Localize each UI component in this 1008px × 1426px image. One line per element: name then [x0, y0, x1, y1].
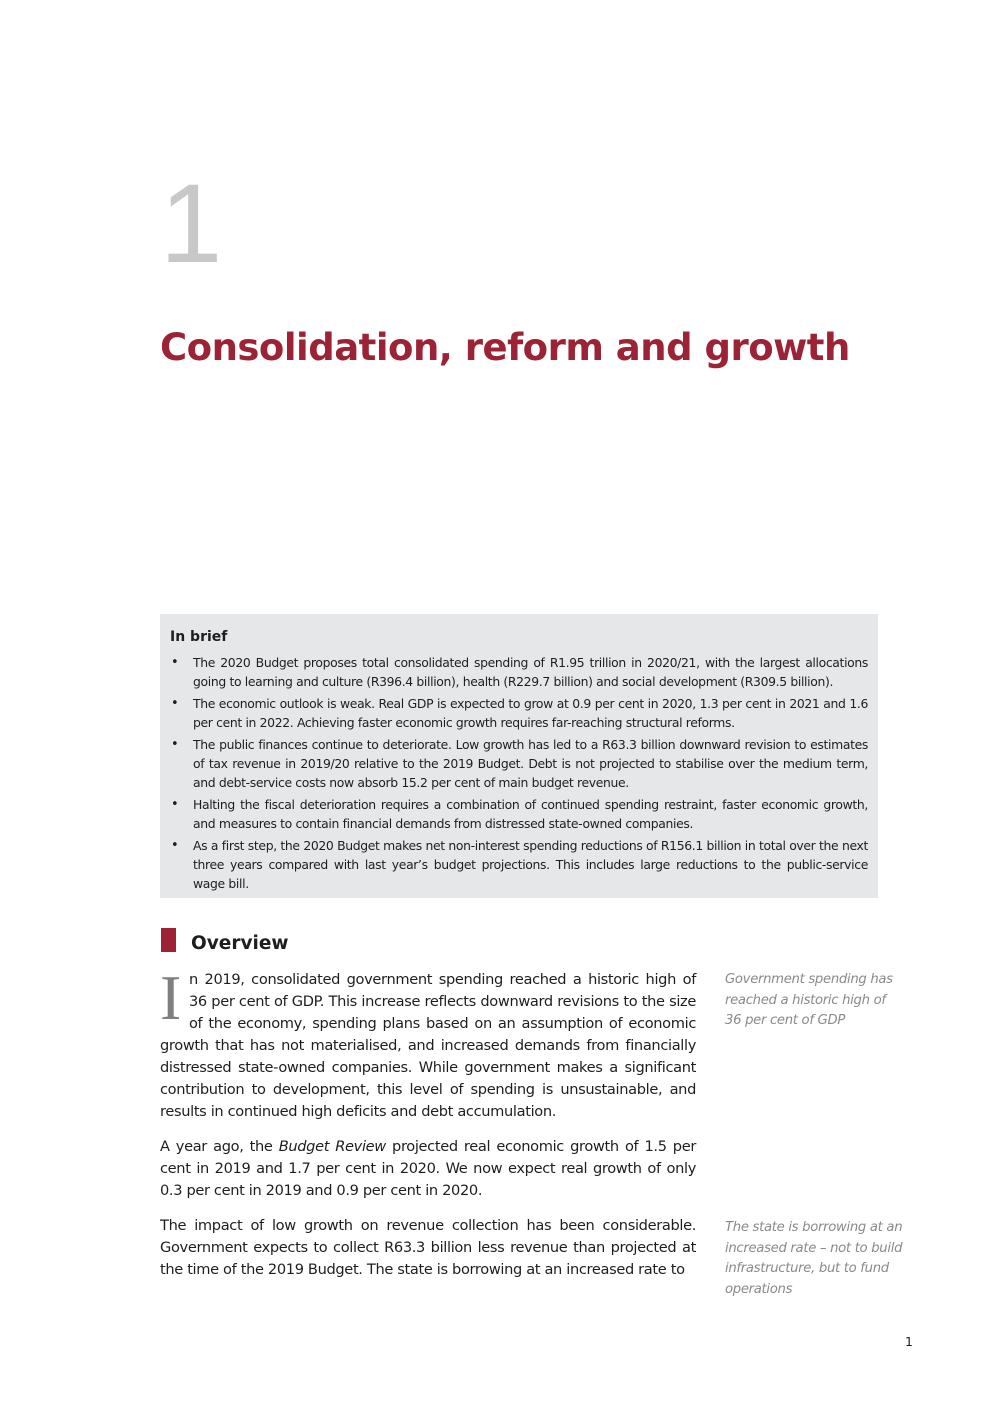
in-brief-item: [170, 695, 868, 732]
section-marker: [161, 928, 176, 952]
paragraph-text: n 2019, consolidated government spending reached a historic high of 36 per cent of GDP. This increase reflects downward revisions to the size of the economy, spending plans based on an assumption of economic growth that has not materialised, and increased demands from financially distressed state-owned companies. While government makes a significant contribution to development, this level of spending is unsustainable, and results in continued high deficits and debt accumulation.: [160, 971, 696, 1120]
chapter-title: Consolidation, reform and growth: [160, 326, 850, 369]
paragraph-text: projected real economic growth of 1.5 per cent in 2019 and 1.7 per cent in 2020. We now expect real growth of only 0.3 per cent in 2019 and 0.9 per cent in 2020.: [160, 1138, 696, 1199]
body-column: [160, 962, 696, 1294]
publication-title: Budget Review: [278, 1138, 386, 1155]
bullet-icon: •: [171, 655, 179, 670]
overview-paragraph-2: [160, 1136, 696, 1202]
in-brief-item-text: The economic outlook is weak. Real GDP is expected to grow at 0.9 per cent in 2020, 1.3 per cent in 2021 and 1.6 per cent in 2022. Achieving faster economic growth requires far-reaching structural reforms.: [193, 696, 868, 730]
bullet-icon: •: [171, 696, 179, 712]
in-brief-heading: In brief: [170, 629, 228, 645]
margin-note: The state is borrowing at an increased rate – not to build infrastructure, but to fund operations: [725, 1220, 903, 1297]
in-brief-item: [170, 837, 868, 893]
in-brief-list: [170, 654, 868, 893]
bullet-icon: •: [171, 838, 179, 854]
in-brief-item-text: Halting the fiscal deterioration requires a combination of continued spending restraint, faster economic growth, and measures to contain financial demands from distressed state-owned companies.: [193, 797, 868, 831]
chapter-number: 1: [160, 161, 223, 286]
page-number: 1: [905, 1334, 913, 1349]
paragraph-text: A year ago, the: [160, 1138, 279, 1155]
bullet-icon: •: [171, 797, 179, 813]
in-brief-item: [170, 796, 868, 833]
in-brief-item: [170, 736, 868, 792]
in-brief-item-text: The public finances continue to deteriorate. Low growth has led to a R63.3 billion downward revision to estimates of tax revenue in 2019/20 relative to the 2019 Budget. Debt is not projected to stabilise over the medium term, and debt-service costs now absorb 15.2 per cent of main budget revenue.: [193, 737, 868, 790]
in-brief-item-text: The 2020 Budget proposes total consolidated spending of R1.95 trillion in 2020/21, with the largest allocations going to learning and culture (R396.4 billion), health (R229.7 billion) and social development (R309.5 billion).: [193, 655, 868, 689]
in-brief-item-text: As a first step, the 2020 Budget makes net non-interest spending reductions of R156.1 billion in total over the next three years compared with last year’s budget projections. This includes large reductions to the public-service wage bill.: [193, 838, 868, 891]
overview-paragraph-3: [160, 1215, 696, 1281]
bullet-icon: •: [171, 737, 179, 753]
margin-note: Government spending has reached a historic high of 36 per cent of GDP: [725, 972, 893, 1028]
overview-heading: Overview: [191, 933, 289, 954]
paragraph-text: The impact of low growth on revenue collection has been considerable. Government expects to collect R63.3 billion less revenue than projected at the time of the 2019 Budget. The state is borrowing at an increased rate to: [160, 1217, 696, 1278]
in-brief-box: [160, 614, 878, 898]
in-brief-item: [170, 654, 868, 691]
overview-paragraph-1: [160, 962, 696, 1123]
drop-cap: I: [160, 962, 181, 1033]
